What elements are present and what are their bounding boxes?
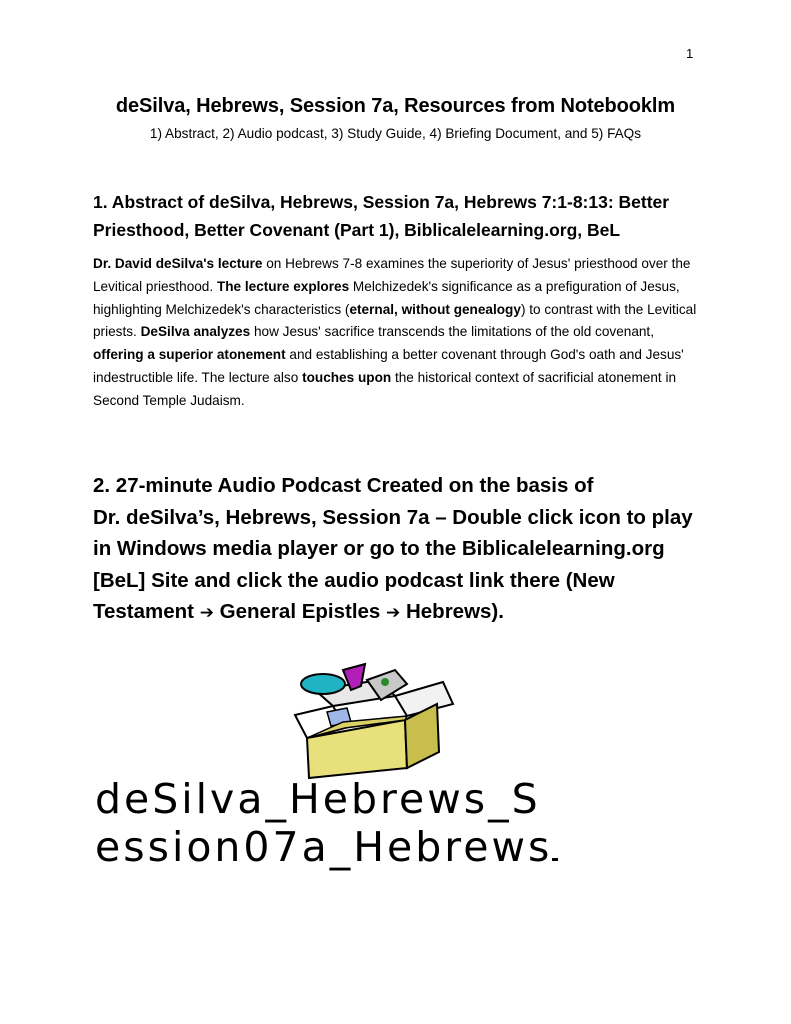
podcast-heading — [93, 470, 713, 630]
abstract-emphasis: Dr. David deSilva's lecture — [93, 256, 263, 271]
abstract-paragraph — [93, 253, 705, 413]
filename-line2-wrap[interactable] — [95, 823, 655, 871]
document-subtitle: 1) Abstract, 2) Audio podcast, 3) Study Guide, 4) Briefing Document, and 5) FAQs — [149, 126, 642, 141]
page-number: 1 — [686, 46, 694, 61]
abstract-heading-line2: Priesthood, Better Covenant (Part 1), Biblicalelearning.org, BeL — [93, 220, 621, 240]
abstract-heading-line1: 1. Abstract of deSilva, Hebrews, Session 7a, Hebrews 7:1-8:13: Better — [93, 192, 670, 212]
arrow-right-icon: ➔ — [199, 603, 214, 624]
audio-package-icon[interactable] — [285, 660, 460, 780]
abstract-emphasis: touches upon — [302, 369, 392, 385]
abstract-emphasis: eternal, without genealogy — [349, 301, 521, 317]
filename-line2[interactable]: ession07a_Hebrews — [95, 823, 553, 871]
document-title: deSilva, Hebrews, Session 7a, Resources from Notebooklm — [115, 95, 676, 117]
abstract-text: on Hebrews 7-8 examines the superiority of Jesus' priesthood over the Levitical priesthood. — [93, 256, 691, 294]
abstract-text: ) to contrast with the Levitical priests. — [93, 301, 697, 340]
audio-file-link[interactable] — [95, 775, 655, 871]
filename-line1[interactable]: deSilva_Hebrews_S — [95, 775, 541, 823]
abstract-text: Melchizedek's significance as a prefiguration of Jesus, highlighting Melchizedek's characteristics ( — [93, 278, 680, 317]
abstract-emphasis: The lecture explores — [216, 278, 350, 294]
abstract-text: how Jesus' sacrifice transcends the limitations of the old covenant, — [250, 324, 654, 340]
abstract-emphasis: DeSilva analyzes — [140, 324, 251, 340]
package-icon[interactable] — [285, 660, 460, 780]
abstract-heading — [93, 188, 713, 244]
abstract-emphasis: offering a superior atonement — [93, 347, 286, 363]
podcast-heading-line2: Dr. deSilva’s, Hebrews, Session 7a – Double click icon to play — [93, 505, 693, 529]
abstract-text: and establishing a better covenant through God's oath and Jesus' indestructible life. The lecture also — [93, 347, 684, 385]
breadcrumb-hebrews: Hebrews). — [400, 600, 504, 624]
breadcrumb-new-testament: Testament — [93, 600, 200, 624]
abstract-text: the historical context of sacrificial atonement in Second Temple Judaism. — [93, 369, 677, 408]
podcast-heading-line5 — [93, 596, 713, 630]
podcast-heading-line3: in Windows media player or go to the Biblicalelearning.org — [93, 537, 665, 561]
podcast-heading-line4: [BeL] Site and click the audio podcast link there (New — [93, 568, 615, 592]
text-cursor — [552, 858, 558, 861]
arrow-right-icon: ➔ — [386, 603, 401, 624]
breadcrumb-general-epistles: General Epistles — [213, 600, 387, 624]
podcast-heading-line1: 2. 27-minute Audio Podcast Created on the basis of — [93, 474, 594, 497]
